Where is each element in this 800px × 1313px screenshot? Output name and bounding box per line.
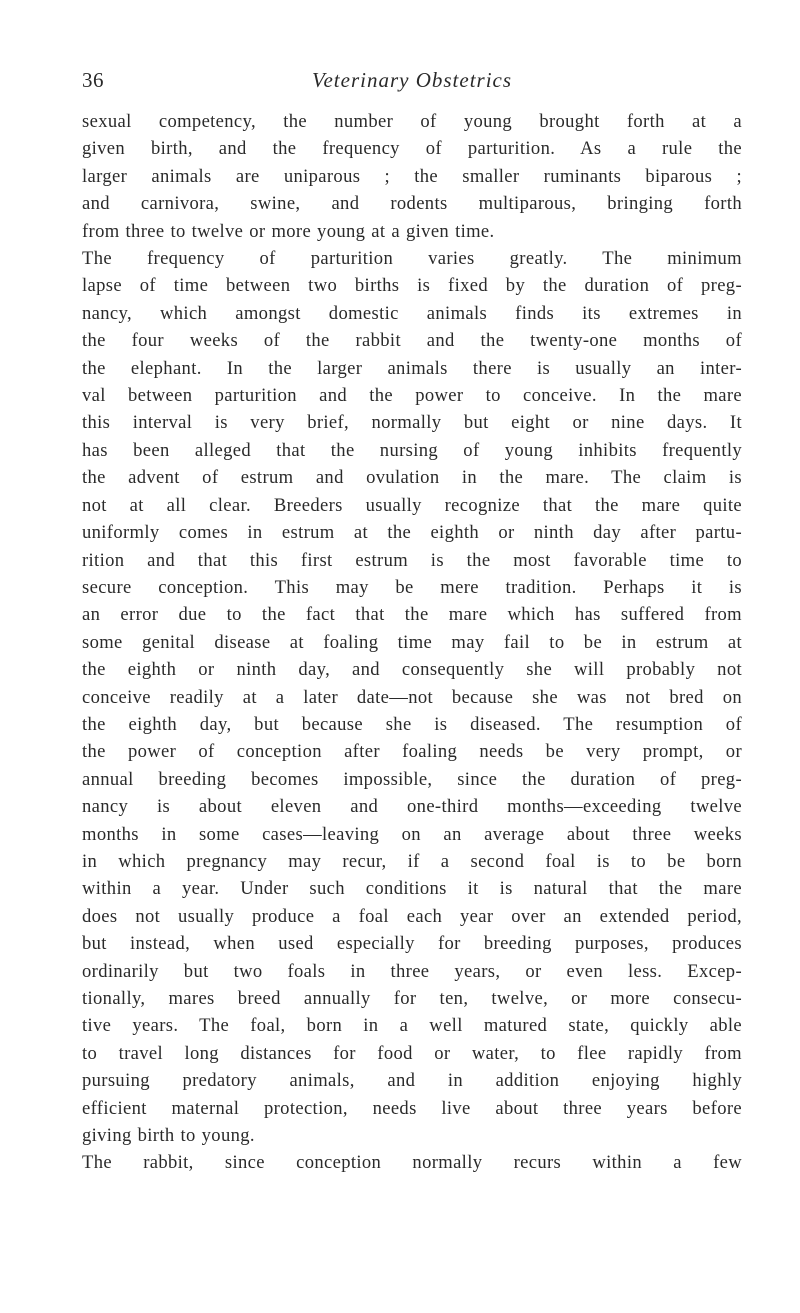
text-line: the eighth day, but because she is diseased. The resumption of xyxy=(82,713,742,735)
text-line: larger animals are uniparous ; the smaller ruminants biparous ; xyxy=(82,165,742,187)
text-line: the eighth or ninth day, and consequently she will probably not xyxy=(82,659,742,681)
text-line: within a year. Under such conditions it is natural that the mare xyxy=(82,878,742,900)
text-line: the four weeks of the rabbit and the twenty-one months of xyxy=(82,330,742,352)
text-line: some genital disease at foaling time may fail to be in estrum at xyxy=(82,631,742,653)
text-line: annual breeding becomes impossible, since the duration of preg- xyxy=(82,768,742,790)
text-line: and carnivora, swine, and rodents multiparous, bringing forth xyxy=(82,193,742,215)
text-line: but instead, when used especially for breeding purposes, produces xyxy=(82,933,742,955)
text-line: The rabbit, since conception normally recurs within a few xyxy=(82,1152,742,1174)
text-line: efficient maternal protection, needs live about three years before xyxy=(82,1097,742,1119)
text-line: does not usually produce a foal each year over an extended period, xyxy=(82,905,742,927)
text-line: giving birth to young. xyxy=(82,1125,255,1147)
body-text xyxy=(82,108,742,1177)
text-line: the power of conception after foaling needs be very prompt, or xyxy=(82,741,742,763)
page-number: 36 xyxy=(82,68,104,92)
text-line: nancy, which amongst domestic animals finds its extremes in xyxy=(82,302,742,324)
text-line: to travel long distances for food or water, to flee rapidly from xyxy=(82,1042,742,1064)
text-line: uniformly comes in estrum at the eighth or ninth day after partu- xyxy=(82,522,742,544)
text-line: The frequency of parturition varies greatly. The minimum xyxy=(82,248,742,270)
text-line: sexual competency, the number of young brought forth at a xyxy=(82,111,742,132)
paragraph xyxy=(82,245,742,1149)
text-line: in which pregnancy may recur, if a second foal is to be born xyxy=(82,850,742,872)
text-line: rition and that this first estrum is the most favorable time to xyxy=(82,549,742,571)
text-line: given birth, and the frequency of parturition. As a rule the xyxy=(82,138,742,160)
text-line: the advent of estrum and ovulation in the mare. The claim is xyxy=(82,467,742,489)
text-line: has been alleged that the nursing of young inhibits frequently xyxy=(82,439,742,461)
text-line: nancy is about eleven and one-third months—exceeding twelve xyxy=(82,796,742,818)
text-line: from three to twelve or more young at a given time. xyxy=(82,220,495,242)
page-header xyxy=(82,68,742,98)
text-line: conceive readily at a later date—not because she was not bred on xyxy=(82,686,742,708)
text-line: lapse of time between two births is fixed by the duration of preg- xyxy=(82,275,742,297)
text-line: tionally, mares breed annually for ten, twelve, or more consecu- xyxy=(82,988,742,1009)
text-line: not at all clear. Breeders usually recognize that the mare quite xyxy=(82,494,742,516)
text-line: months in some cases—leaving on an average about three weeks xyxy=(82,823,742,845)
text-line: an error due to the fact that the mare which has suffered from xyxy=(82,604,742,626)
paragraph xyxy=(82,108,742,245)
text-line: val between parturition and the power to conceive. In the mare xyxy=(82,385,742,407)
text-line: tive years. The foal, born in a well matured state, quickly able xyxy=(82,1015,742,1037)
text-line: ordinarily but two foals in three years, or even less. Excep- xyxy=(82,960,742,982)
text-line: secure conception. This may be mere tradition. Perhaps it is xyxy=(82,576,742,598)
running-title: Veterinary Obstetrics xyxy=(311,68,513,92)
text-line: pursuing predatory animals, and in addition enjoying highly xyxy=(82,1070,742,1092)
text-line: the elephant. In the larger animals there is usually an inter- xyxy=(82,357,742,379)
paragraph xyxy=(82,1149,742,1176)
text-line: this interval is very brief, normally but eight or nine days. It xyxy=(82,412,742,434)
